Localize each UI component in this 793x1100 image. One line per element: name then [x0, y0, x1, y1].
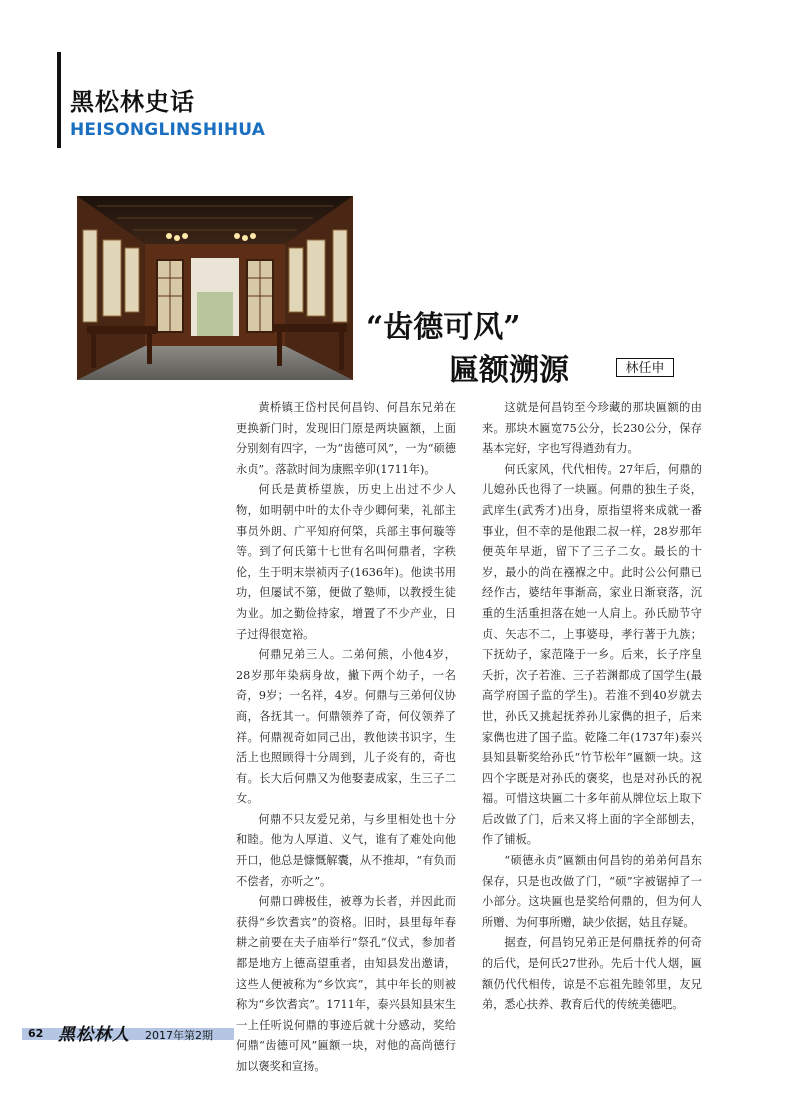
hall-interior-photo [77, 196, 353, 380]
page-number: 62 [28, 1027, 44, 1040]
article-title-line-1: “齿德可风” [366, 310, 521, 345]
paragraph: 何鼎不只友爱兄弟，与乡里相处也十分和睦。他为人厚道、义气，谁有了难处向他开口，他总是慷慨解囊，从不推却，“有负而不偿者，亦听之”。 [236, 812, 456, 888]
body-column-right [482, 398, 702, 1016]
column-title-chinese: 黑松林史话 [70, 88, 195, 116]
section-divider-bar [57, 52, 61, 148]
magazine-logo: 黑松林人 [58, 1025, 130, 1045]
paragraph: 何鼎兄弟三人。二弟何熊，小他4岁，28岁那年染病身故，撇下两个幼子，一名奇，9岁；一名祥，4岁。何鼎与三弟何仪协商，各抚其一。何鼎领养了奇，何仪领养了祥。何鼎视奇如同己出，教他读书识字，生活上也照顾得十分周到，儿子炎有的，奇也有。长大后何鼎又为他娶妻成家，生三子二女。 [236, 648, 456, 806]
paragraph: 这就是何昌钧至今珍藏的那块匾额的由来。那块木匾宽75公分，长230公分，保存基本完好，字也写得遒劲有力。 [482, 401, 702, 456]
issue-label: 2017年第2期 [145, 1029, 213, 1042]
author-byline: 林任申 [616, 358, 674, 377]
paragraph: “硕德永贞”匾额由何昌钧的弟弟何昌东保存，只是也改做了门，“硕”字被锯掉了一小部分。这块匾也是奖给何鼎的，但为何人所赠、为何事所赠，缺少依据，姑且存疑。 [482, 854, 702, 929]
column-title-pinyin: HEISONGLINSHIHUA [70, 120, 266, 140]
paragraph: 何氏家风，代代相传。27年后，何鼎的儿媳孙氏也得了一块匾。何鼎的独生子炎，武庠生(武秀才)出身，原指望将来成就一番事业，但不幸的是他跟二叔一样，28岁那年便英年早逝，留下了三子二女。最长的十岁，最小的尚在襁褓之中。此时公公何鼎已经作古，婆结年事渐高，家业日渐衰落，沉重的生活重担落在她一人肩上。孙氏励节守贞、矢志不二，上事婆母，孝行著于九族；下抚幼子，家范隆于一乡。后来，长子序皇夭折，次子若淮、三子若渊都成了国学生(最高学府国子监的学生)。若淮不到40岁就去世，孙氏又挑起抚养孙儿家儁的担子，后来家儁也进了国子监。乾隆二年(1737年)泰兴县知县靳奖给孙氏“竹节松年”匾额一块。这四个字既是对孙氏的褒奖，也是对孙氏的祝福。可惜这块匾二十多年前从牌位坛上取下后改做了门，后来又将上面的字全部刨去，作了铺板。 [482, 462, 702, 847]
paragraph: 何鼎口碑极佳，被尊为长者，并因此而获得“乡饮耆宾”的资格。旧时，县里每年春耕之前要在夫子庙举行“祭孔”仪式，参加者都是地方上德高望重者，由知县发出邀请，这些人便被称为“乡饮宾”，其中年长的则被称为“乡饮耆宾”。1711年，泰兴县知县宋生一上任听说何鼎的事迹后就十分感动，奖给何鼎“齿德可风”匾额一块，对他的高尚德行加以褒奖和宣扬。 [236, 895, 456, 1073]
paragraph: 据查，何昌钧兄弟正是何鼎抚养的何奇的后代，是何氏27世孙。先后十代人烟，匾额仍代代相传，谅是不忘祖先睦邻里，友兄弟，悉心扶养、教育后代的传统美德吧。 [482, 936, 702, 1012]
paragraph: 何氏是黄桥望族，历史上出过不少人物，如明朝中叶的太仆寺少卿何棐，礼部主事员外朗、广平知府何棨，兵部主事何璇等等。到了何氏第十七世有名叫何鼎者，字秩伦，生于明末崇祯丙子(1636年)。他读书用功，但屡试不第，便做了塾师，以教授生徒为业。加之勤俭持家，增置了不少产业，日子过得很宽裕。 [236, 483, 456, 641]
article-title-line-2: 匾额溯源 [449, 353, 569, 388]
body-column-left [236, 398, 456, 1078]
paragraph: 黄桥镇王岱村民何昌钧、何昌东兄弟在更换新门时，发现旧门原是两块匾额，上面分别刻有四字，一为“齿德可风”，一为“硕德永贞”。落款时间为康熙辛卯(1711年)。 [236, 401, 456, 476]
